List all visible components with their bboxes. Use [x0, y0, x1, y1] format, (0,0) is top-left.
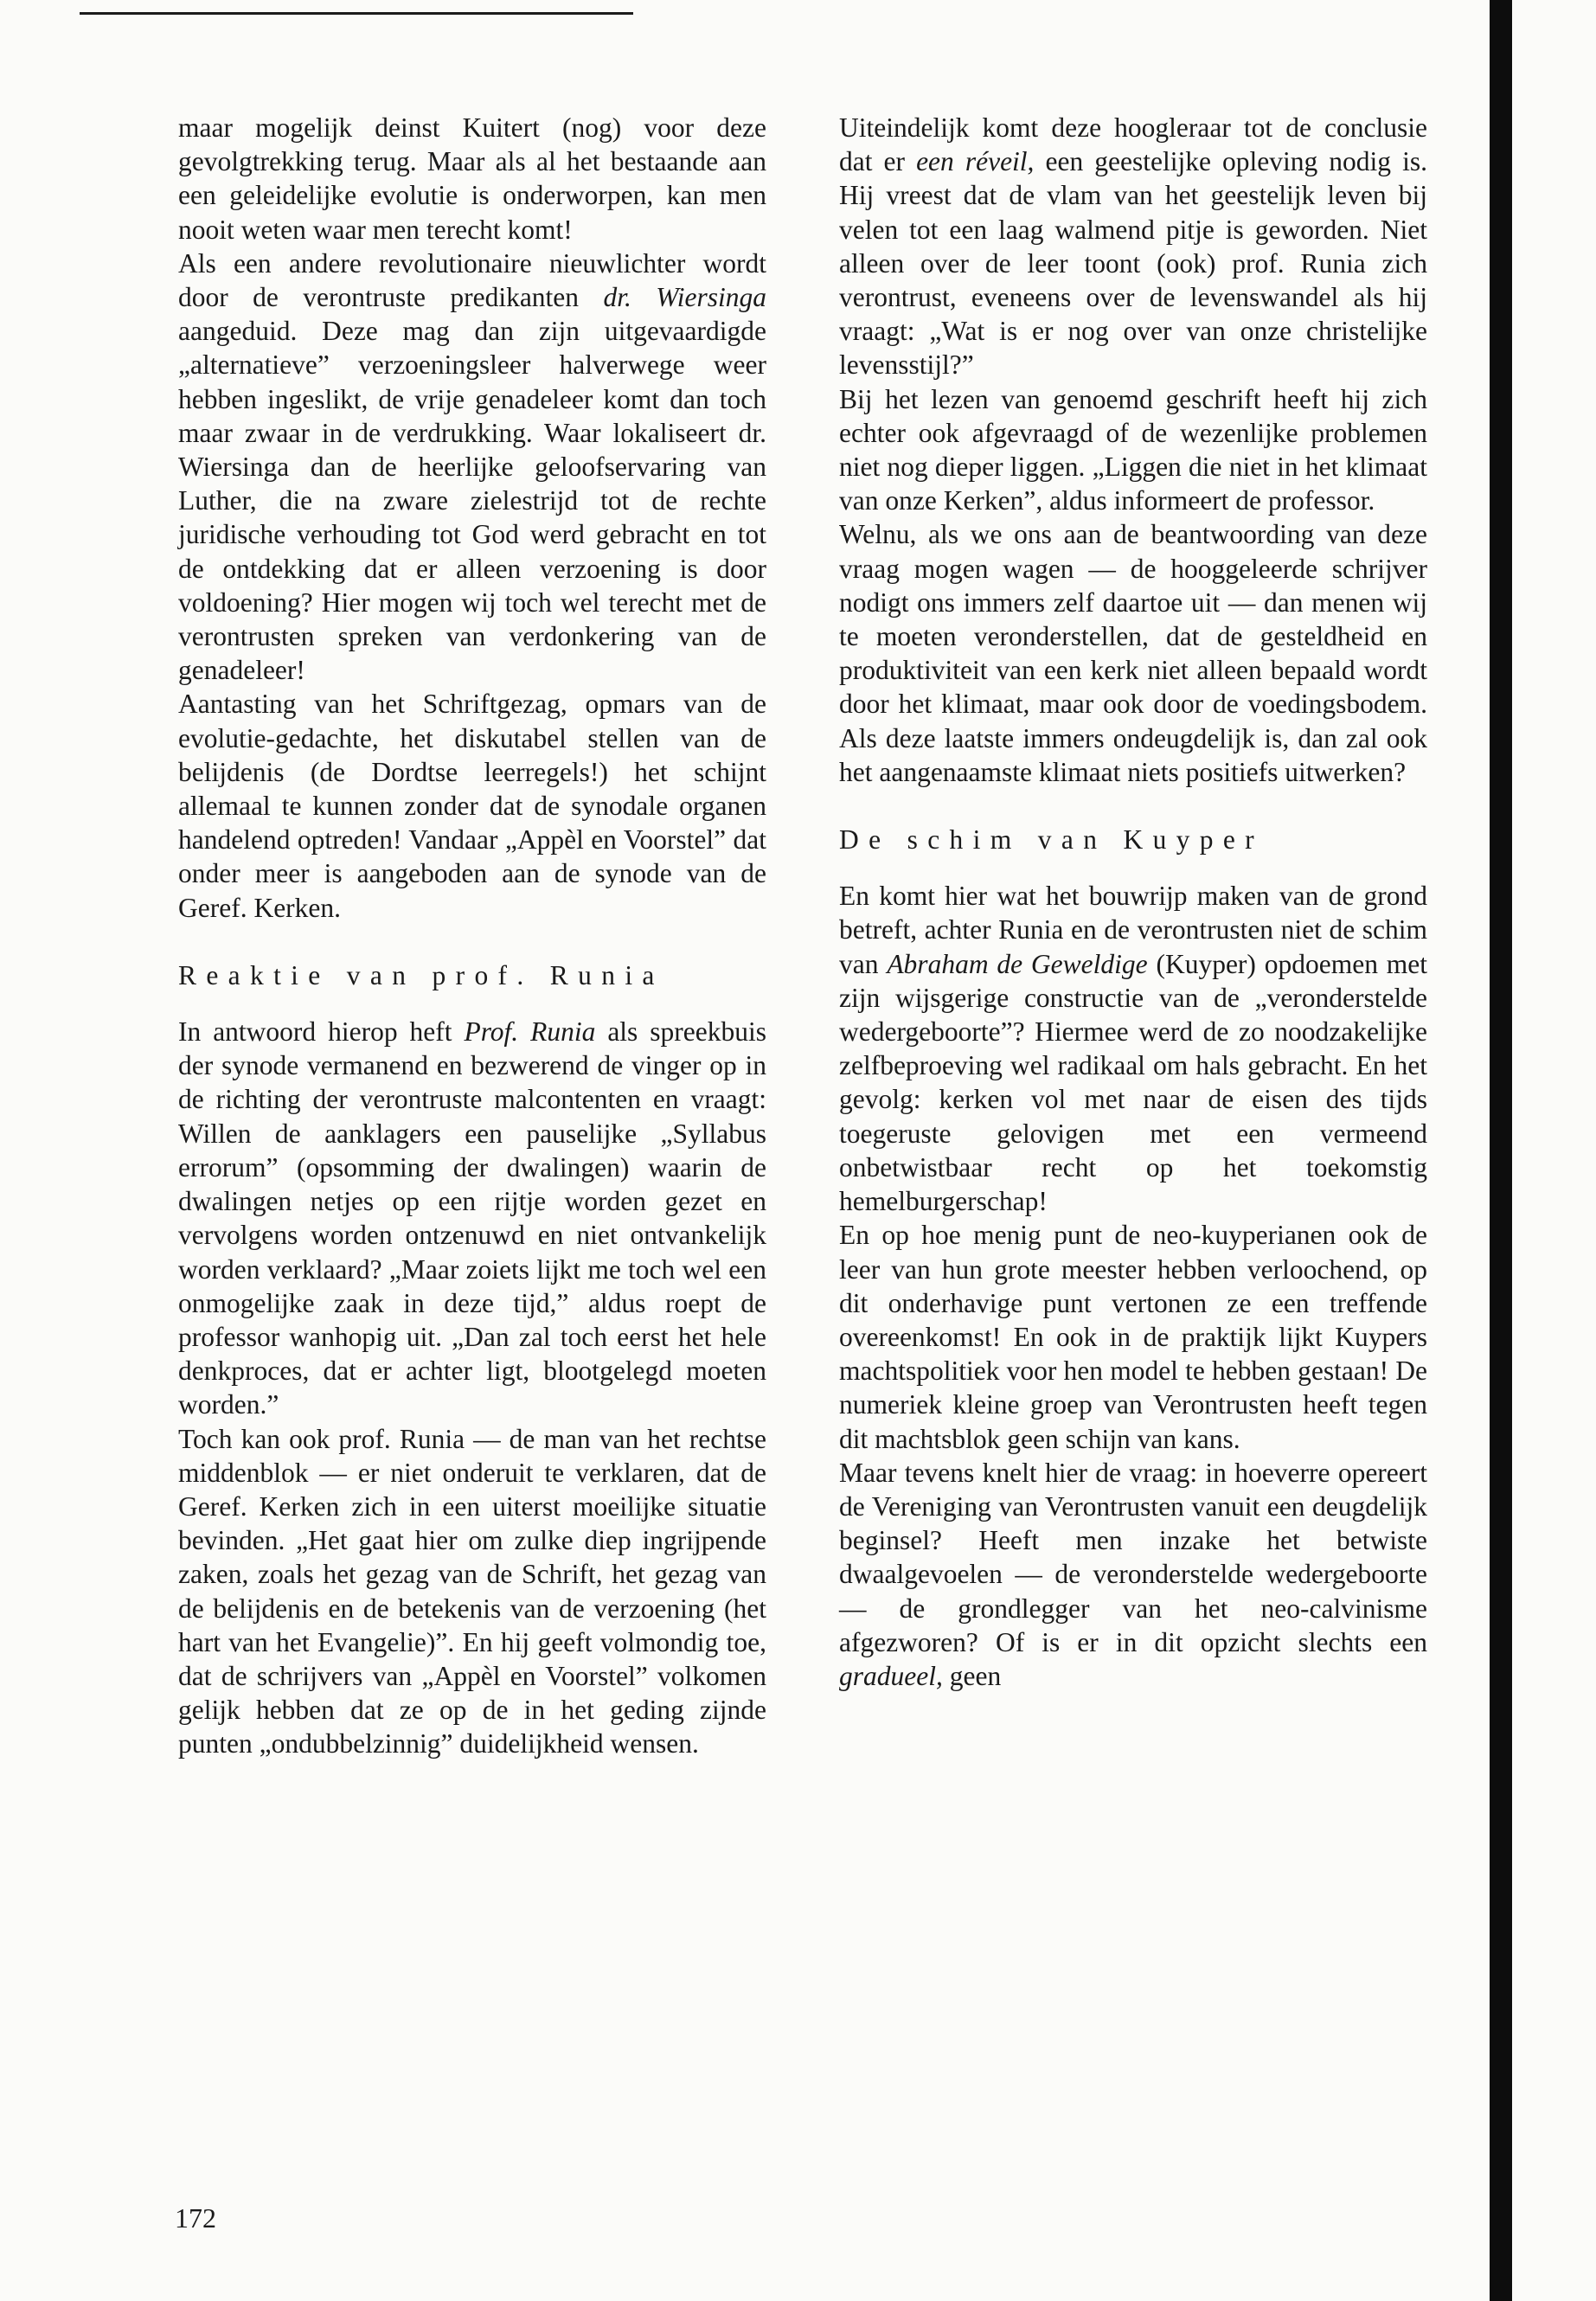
left-paragraph-3: Aantasting van het Schriftgezag, opmars van de evolutie-gedachte, het diskutabel stellen van de belijdenis (de Dordtse leerregels!) het schijnt allemaal te kunnen zonder dat de synodale organen handelend optreden! Vandaar „Appèl en Voorstel” dat onder meer is aangeboden aan de synode van de Geref. Kerken.: [178, 689, 766, 923]
section-heading-kuyper: De schim van Kuyper: [839, 824, 1265, 856]
right-paragraph-6: [839, 1456, 1427, 1693]
text-run: een geestelijke opleving nodig is. Hij vreest dat de vlam van het geestelijk leven bij velen tot een laag walmend pitje is geworden. Niet alleen over de leer toont (ook) prof. Runia zich verontrust, eveneens over de levenswandel als hij vraagt: „Wat is er nog over van onze christelijke levensstijl?”: [839, 146, 1427, 381]
right-paragraph-4: [839, 879, 1427, 1218]
right-paragraph-2: Bij het lezen van genoemd geschrift heeft hij zich echter ook afgevraagd of de wezenlijke problemen niet nog dieper liggen. „Liggen die niet in het klimaat van onze Kerken”, aldus informeert de professor.: [839, 383, 1427, 516]
right-paragraph-5: En op hoe menig punt de neo-kuyperianen ook de leer van hun grote meester hebben verloochend, op dit onderhavige punt vertonen ze een treffende overeenkomst! En ook in de praktijk lijkt Kuypers machtspolitiek voor hen model te hebben gestaan! De numeriek kleine groep van Verontrusten heeft tegen dit machtsblok geen schijn van kans.: [839, 1220, 1427, 1454]
text-run: Maar tevens knelt hier de vraag: in hoeverre opereert de Vereniging van Verontrusten vanuit een deugdelijk beginsel? Heeft men inzake het betwiste dwaalgevoelen — de veronderstelde wedergeboorte — de grondlegger van het neo-calvinisme afgezworen? Of is er in dit opzicht slechts een: [839, 1457, 1427, 1657]
left-paragraph-2: [178, 247, 766, 688]
emphasis-reveil: een réveil,: [916, 146, 1035, 177]
left-paragraph-1: maar mogelijk deinst Kuitert (nog) voor deze gevolgtrekking terug. Maar als al het bestaande aan een geleidelijke evolutie is onderworpen, kan men nooit weten waar men terecht komt!: [178, 112, 766, 245]
emphasis-gradueel: gradueel,: [839, 1660, 943, 1691]
text-run: En komt hier wat het bouwrijp maken van de grond betreft, achter Runia en de verontrusten niet de schim van: [839, 881, 1427, 979]
scan-edge-bar: [1490, 0, 1512, 2301]
page-number: 172: [175, 2202, 216, 2234]
right-paragraph-1: [839, 111, 1427, 382]
text-run: In antwoord hierop heft: [178, 1016, 465, 1048]
right-column: [839, 111, 1427, 1693]
emphasis-abraham: Abraham de Geweldige: [887, 948, 1148, 979]
text-run: aangeduid. Deze mag dan zijn uitgevaardigde „alternatieve” verzoeningsleer halverwege weer hebben ingeslikt, de vrije genadeleer komt dan toch maar zwaar in de verdrukking. Waar lokaliseert dr. Wiersinga dan de heerlijke geloofservaring van Luther, die na zware zielestrijd tot de rechte juridische verhouding tot God werd gebracht en tot de ontdekking dat er alleen verzoening is door voldoening? Hier mogen wij toch wel terecht met de verontrusten spreken van verdonkering van de genadeleer!: [178, 316, 766, 686]
left-paragraph-4: [178, 1015, 766, 1421]
left-paragraph-5: Toch kan ook prof. Runia — de man van het rechtse middenblok — er niet onderuit te verklaren, dat de Geref. Kerken zich in een uiterst moeilijke situatie bevinden. „Het gaat hier om zulke diep ingrijpende zaken, zoals het gezag van de Schrift, het gezag van de belijdenis en de betekenis van de verzoening (het hart van het Evangelie)”. En hij geeft volmondig toe, dat de schrijvers van „Appèl en Voorstel” volkomen gelijk hebben dat ze op de in het geding zijnde punten „ondubbelzinnig” duidelijkheid wensen.: [178, 1423, 766, 1759]
left-column: [178, 111, 766, 1761]
name-wiersinga: dr. Wiersinga: [603, 282, 766, 313]
section-heading-runia: Reaktie van prof. Runia: [178, 959, 664, 990]
text-run: Als een andere revolutionaire nieuwlichter wordt door de verontruste predikanten: [178, 247, 766, 313]
text-run: (Kuyper) opdoemen met zijn wijsgerige constructie van de „veronderstelde wedergeboorte”? Hiermee werd de zo noodzakelijke zelfbeproeving wel radikaal om hals gebracht. En het gevolg: kerken vol met naar de eisen des tijds toegeruste gelovigen met een vermeend onbetwistbaar recht op het toekomstig hemelburgerschap!: [839, 948, 1427, 1217]
text-run: geen: [942, 1660, 1002, 1691]
top-rule: [80, 12, 633, 15]
right-paragraph-3: Welnu, als we ons aan de beantwoording van deze vraag mogen wagen — de hooggeleerde schrijver nodigt ons immers zelf daartoe uit — dan menen wij te moeten veronderstellen, dat de gesteldheid en produktiviteit van een kerk niet alleen bepaald wordt door het klimaat, maar ook door de voedingsbodem. Als deze laatste immers ondeugdelijk is, dan zal ook het aangenaamste klimaat niets positiefs uitwerken?: [839, 519, 1427, 787]
name-runia: Prof. Runia: [464, 1016, 596, 1048]
text-run: Uiteindelijk komt deze hoogleraar tot de conclusie dat er: [839, 112, 1427, 177]
text-run: als spreekbuis der synode vermanend en bezwerend de vinger op in de richting der verontruste malcontenten en vraagt: Willen de aanklagers een pauselijke „Syllabus errorum” (opsomming der dwalingen) waarin de dwalingen netjes op een rijtje worden gezet en vervolgens worden ontzenuwd en niet ontvankelijk worden verklaard? „Maar zoiets lijkt me toch wel een onmogelijke zaak in deze tijd,” aldus roept de professor wanhopig uit. „Dan zal toch eerst het hele denkproces, dat er achter ligt, blootgelegd moeten worden.”: [178, 1016, 766, 1420]
